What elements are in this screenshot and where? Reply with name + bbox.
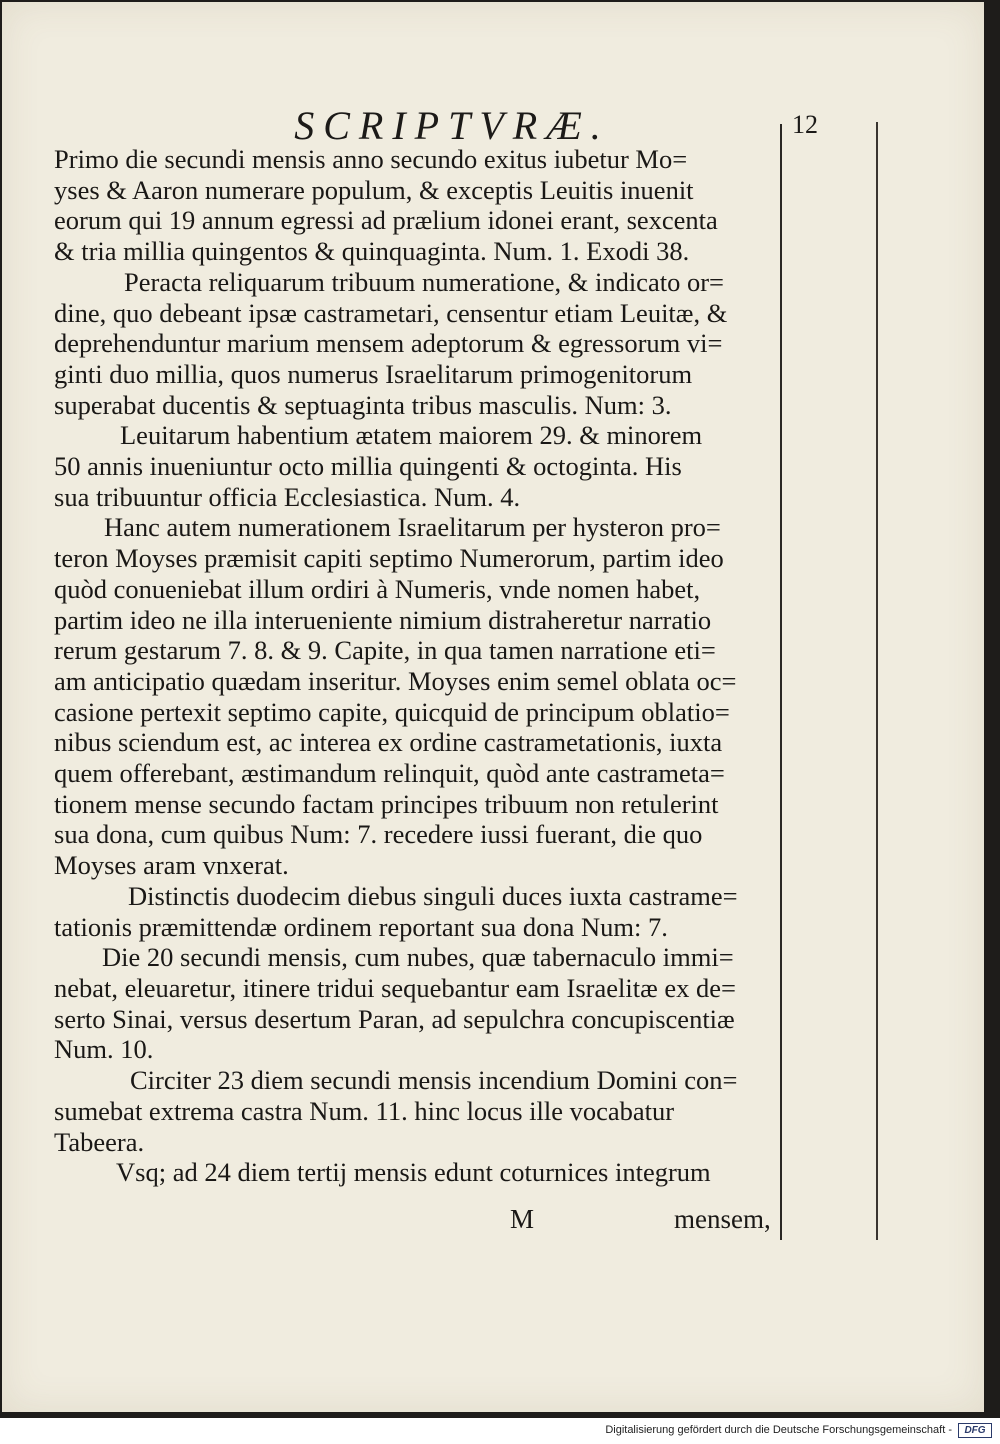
text-line: quòd conueniebat illum ordiri à Numeris, vnde nomen habet, bbox=[54, 573, 701, 604]
book-page bbox=[2, 2, 984, 1412]
text-line: 50 annis inueniuntur octo millia quingenti & octoginta. His bbox=[54, 451, 682, 482]
text-line: quem offerebant, æstimandum relinquit, quòd ante castrameta= bbox=[54, 758, 725, 789]
text-line: Hanc autem numerationem Israelitarum per hysteron pro= bbox=[104, 512, 721, 543]
text-line: sumebat extrema castra Num. 11. hinc locus ille vocabatur bbox=[54, 1095, 675, 1126]
text-line: eorum qui 19 annum egressi ad prælium idonei erant, sexcenta bbox=[54, 205, 718, 236]
text-line: sua dona, cum quibus Num: 7. recedere iussi fuerant, die quo bbox=[54, 819, 703, 850]
text-line: Vsq; ad 24 diem tertij mensis edunt coturnices integrum bbox=[116, 1157, 711, 1188]
text-line: nebat, eleuaretur, itinere tridui sequebantur eam Israelitæ ex de= bbox=[54, 972, 736, 1003]
text-line: rerum gestarum 7. 8. & 9. Capite, in qua tamen narratione eti= bbox=[54, 635, 716, 666]
funding-note: Digitalisierung gefördert durch die Deutsche Forschungsgemeinschaft - bbox=[605, 1424, 952, 1436]
text-line: superabat ducentis & septuaginta tribus masculis. Num: 3. bbox=[54, 389, 672, 420]
body-text bbox=[54, 144, 776, 1188]
text-line: yses & Aaron numerare populum, & exceptis Leuitis inuenit bbox=[54, 174, 694, 205]
text-line: & tria millia quingentos & quinquaginta. Num. 1. Exodi 38. bbox=[54, 236, 690, 267]
catchword: mensem, bbox=[674, 1204, 771, 1234]
text-line: Leuitarum habentium ætatem maiorem 29. & minorem bbox=[120, 420, 703, 451]
text-line: partim ideo ne illa interueniente nimium distraheretur narratio bbox=[54, 604, 712, 635]
text-line: Die 20 secundi mensis, cum nubes, quæ tabernaculo immi= bbox=[102, 942, 734, 973]
digitization-footer bbox=[0, 1420, 1000, 1444]
text-line: tionem mense secundo factam principes tribuum non retulerint bbox=[54, 788, 719, 819]
text-line: Primo die secundi mensis anno secundo exitus iubetur Mo= bbox=[54, 144, 688, 174]
signature-mark: M bbox=[510, 1204, 535, 1234]
running-head: SCRIPTVRÆ. bbox=[294, 103, 610, 148]
text-line: nibus sciendum est, ac interea ex ordine castrametationis, iuxta bbox=[54, 727, 723, 758]
text-line: sua tribuuntur officia Ecclesiastica. Num. 4. bbox=[54, 481, 521, 512]
text-line: Circiter 23 diem secundi mensis incendium Domini con= bbox=[130, 1065, 738, 1096]
text-line: serto Sinai, versus desertum Paran, ad sepulchra concupiscentiæ bbox=[54, 1003, 735, 1034]
text-line: am anticipatio quædam inseritur. Moyses enim semel oblata oc= bbox=[54, 665, 737, 696]
text-line: teron Moyses præmisit capiti septimo Numerorum, partim ideo bbox=[54, 543, 724, 574]
text-line: Moyses aram vnxerat. bbox=[54, 850, 289, 881]
text-line: ginti duo millia, quos numerus Israelitarum primogenitorum bbox=[54, 358, 693, 389]
text-line: Num. 10. bbox=[54, 1034, 154, 1065]
text-line: Distinctis duodecim diebus singuli duces iuxta castrame= bbox=[128, 880, 738, 911]
text-line: Tabeera. bbox=[54, 1126, 145, 1157]
text-line: casione pertexit septimo capite, quicquid de principum oblatio= bbox=[54, 696, 730, 727]
text-line: tationis præmittendæ ordinem reportant sua dona Num: 7. bbox=[54, 911, 668, 942]
dfg-logo: DFG bbox=[958, 1423, 992, 1438]
text-line: dine, quo debeant ipsæ castrametari, censentur etiam Leuitæ, & bbox=[54, 297, 728, 328]
text-line: Peracta reliquarum tribuum numeratione, & indicato or= bbox=[124, 266, 724, 297]
gutter-rule bbox=[876, 122, 878, 1240]
page-number: 12 bbox=[792, 110, 818, 139]
text-line: deprehenduntur marium mensem adeptorum & egressorum vi= bbox=[54, 328, 723, 359]
margin-rule bbox=[780, 124, 782, 1240]
